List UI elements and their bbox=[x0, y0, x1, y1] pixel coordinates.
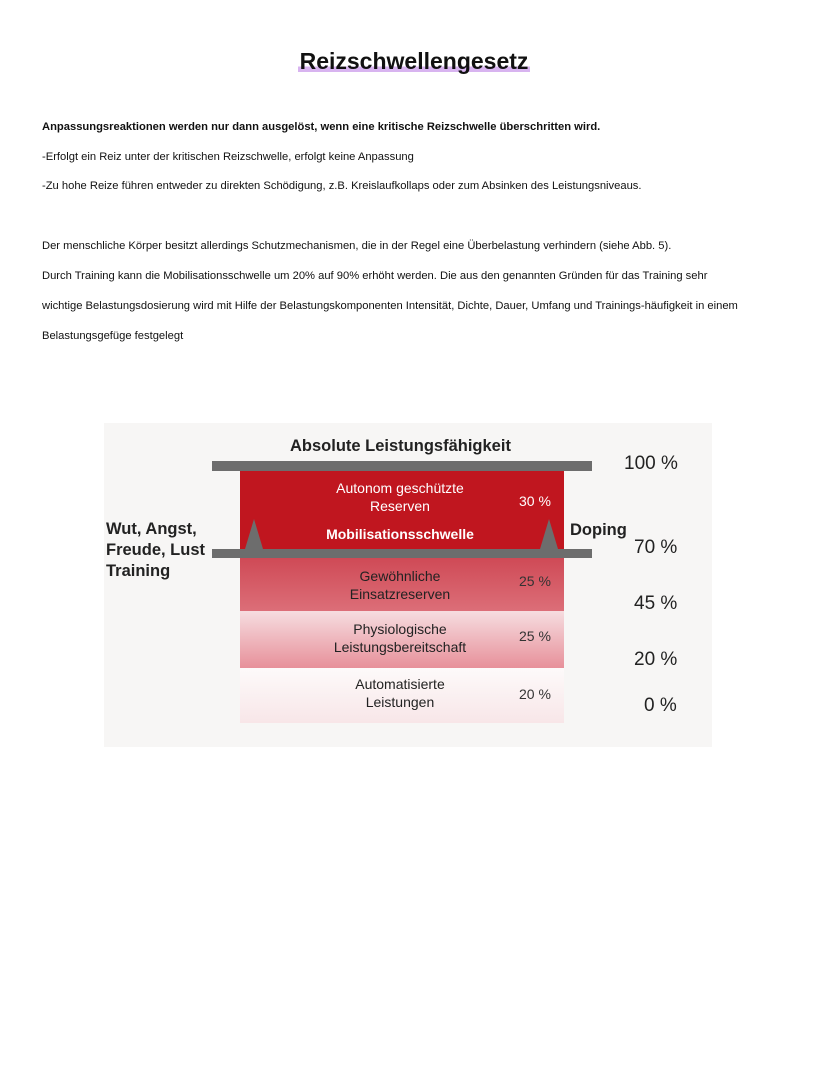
paragraph-line-2: Durch Training kann die Mobilisationsschwelle um 20% auf 90% erhöht werden. Die aus den genannten Gründen für das Training sehr bbox=[42, 270, 708, 282]
performance-reserve-figure bbox=[104, 423, 712, 747]
left-factor-1: Wut, Angst, bbox=[106, 520, 197, 538]
layer-label-reserves-line2: Reserven bbox=[370, 498, 430, 514]
bullet-no-adaptation: -Erfolgt ein Reiz unter der kritischen Reizschwelle, erfolgt keine Anpassung bbox=[42, 151, 414, 163]
layer-percent-automated: 20 % bbox=[519, 686, 551, 702]
threshold-label: Mobilisationsschwelle bbox=[326, 526, 474, 542]
page-title bbox=[0, 48, 828, 75]
paragraph-line-1: Der menschliche Körper besitzt allerdings Schutzmechanismen, die in der Regel eine Überbelastung verhindern (siehe Abb. 5). bbox=[42, 240, 672, 252]
bullet-too-high-stimuli: -Zu hohe Reize führen entweder zu direkten Schödigung, z.B. Kreislaufkollaps oder zum Absinken des Leistungsniveaus. bbox=[42, 180, 642, 192]
figure-title: Absolute Leistungsfähigkeit bbox=[290, 437, 511, 455]
layer-label-automated-line1: Automatisierte bbox=[355, 676, 445, 692]
page-title-text: Reizschwellengesetz bbox=[299, 48, 529, 74]
layer-label-ordinary-line1: Gewöhnliche bbox=[359, 568, 441, 584]
layer-label-reserves bbox=[300, 479, 500, 515]
layer-label-physiological bbox=[300, 620, 500, 656]
layer-label-ordinary bbox=[300, 567, 500, 603]
scale-100: 100 % bbox=[624, 453, 678, 474]
left-factor-3: Training bbox=[106, 562, 171, 580]
layer-label-ordinary-line2: Einsatzreserven bbox=[349, 586, 451, 602]
right-peak-marker bbox=[540, 519, 558, 549]
scale-70: 70 % bbox=[634, 537, 678, 558]
layer-label-automated bbox=[300, 675, 500, 711]
layer-label-physiological-line2: Leistungsbereitschaft bbox=[333, 639, 467, 655]
layer-percent-physiological: 25 % bbox=[519, 628, 551, 644]
left-peak-marker bbox=[245, 519, 263, 549]
layer-percent-ordinary: 25 % bbox=[519, 573, 551, 589]
layer-label-physiological-line1: Physiologische bbox=[353, 621, 447, 637]
left-factor-2: Freude, Lust bbox=[106, 541, 206, 559]
left-factors-label bbox=[106, 519, 205, 582]
absolute-capacity-bar bbox=[212, 461, 592, 471]
mobilisation-threshold-bar bbox=[212, 549, 592, 558]
paragraph-line-4: Belastungsgefüge festgelegt bbox=[42, 330, 184, 342]
scale-45: 45 % bbox=[634, 593, 678, 614]
layer-label-automated-line2: Leistungen bbox=[365, 694, 435, 710]
scale-20: 20 % bbox=[634, 649, 678, 670]
paragraph-line-3: wichtige Belastungsdosierung wird mit Hilfe der Belastungskomponenten Intensität, Dichte, Dauer, Umfang und Trainings-häufigkeit in einem bbox=[42, 300, 738, 312]
doping-label: Doping bbox=[570, 521, 627, 539]
intro-statement: Anpassungsreaktionen werden nur dann ausgelöst, wenn eine kritische Reizschwelle überschritten wird. bbox=[42, 121, 601, 133]
scale-0: 0 % bbox=[644, 695, 677, 716]
layer-label-reserves-line1: Autonom geschützte bbox=[336, 480, 464, 496]
layer-percent-reserves: 30 % bbox=[519, 493, 551, 509]
